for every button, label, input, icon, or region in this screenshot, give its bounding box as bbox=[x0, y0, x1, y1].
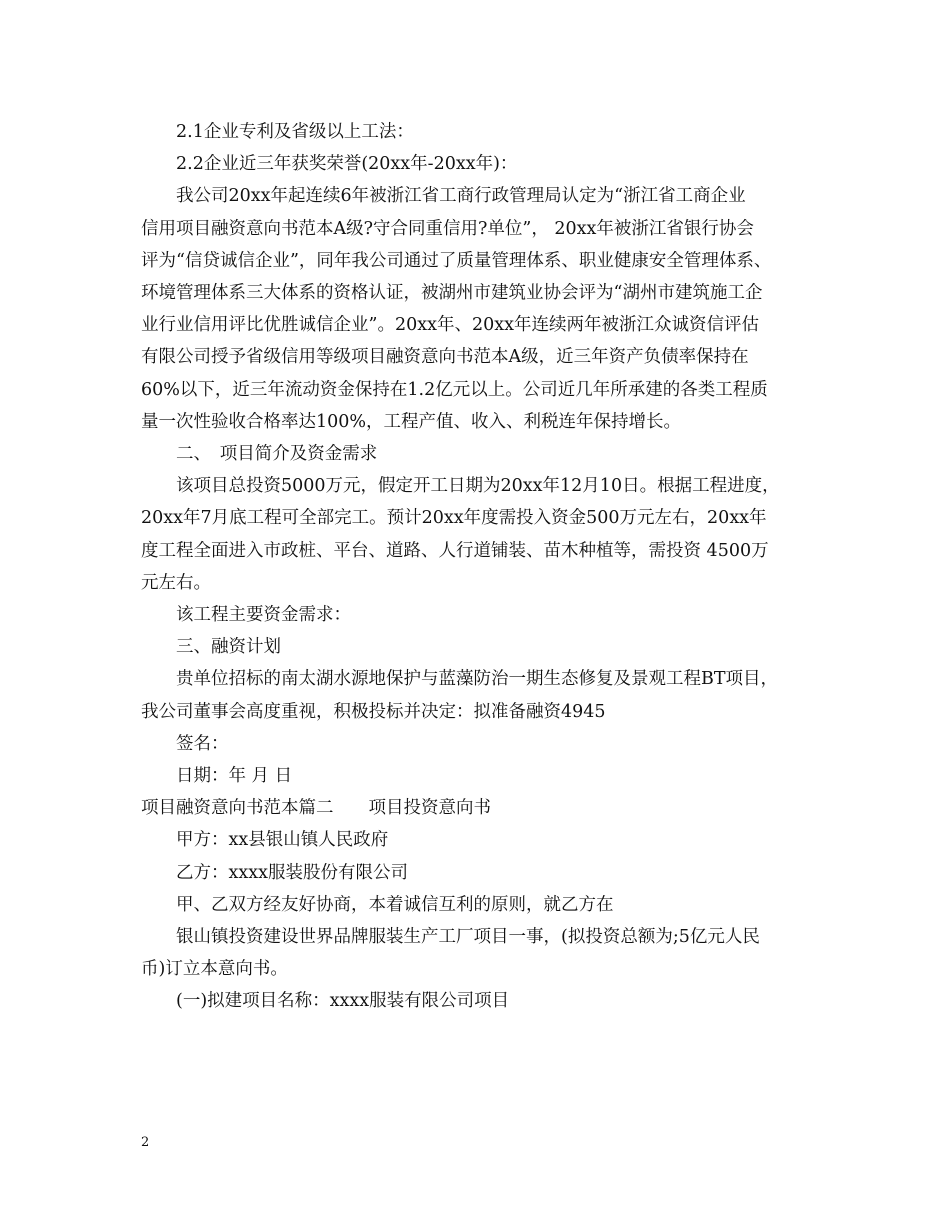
text-line: 60%以下，近三年流动资金保持在1.2亿元以上。公司近几年所承建的各类工程质 bbox=[141, 379, 768, 400]
section-heading: 三、融资计划 bbox=[176, 637, 281, 658]
text-line: 元左右。 bbox=[141, 572, 211, 593]
party-b: 乙方：xxxx服装股份有限公司 bbox=[176, 862, 408, 883]
text-line: 度工程全面进入市政桩、平台、道路、人行道铺装、苗木种植等，需投资 4500万 bbox=[141, 540, 769, 561]
text-line: 有限公司授予省级信用等级项目融资意向书范本A级，近三年资产负债率保持在 bbox=[141, 347, 749, 368]
text-line: 20xx年7月底工程可全部完工。预计20xx年度需投入资金500万元左右，20xx年 bbox=[141, 508, 767, 529]
list-item: (一)拟建项目名称：xxxx服装有限公司项目 bbox=[176, 991, 510, 1012]
text-line: 信用项目融资意向书范本A级?守合同重信用?单位”， 20xx年被浙江省银行协会 bbox=[141, 218, 754, 239]
section-heading: 二、 项目简介及资金需求 bbox=[176, 444, 378, 465]
text-line: 币)订立本意向书。 bbox=[141, 959, 288, 980]
body-paragraph bbox=[141, 921, 831, 985]
text-line: 评为“信贷诚信企业”，同年我公司通过了质量管理体系、职业健康安全管理体系、 bbox=[141, 250, 772, 271]
section-heading: 2.1企业专利及省级以上工法： bbox=[176, 122, 414, 142]
body-paragraph bbox=[141, 663, 831, 727]
page-number: 2 bbox=[141, 1135, 150, 1150]
signature-label: 签名： bbox=[176, 733, 229, 754]
text-line: 我公司董事会高度重视，积极投标并决定：拟准备融资4945 bbox=[141, 701, 606, 722]
document-title: 项目融资意向书范本篇二 项目投资意向书 bbox=[141, 798, 491, 819]
body-line: 该工程主要资金需求： bbox=[176, 605, 351, 626]
date-label: 日期：年 月 日 bbox=[176, 766, 293, 787]
body-line: 甲、乙双方经友好协商，本着诚信互利的原则，就乙方在 bbox=[176, 894, 614, 915]
text-line: 银山镇投资建设世界品牌服装生产工厂项目一事，(拟投资总额为;5亿元人民 bbox=[176, 927, 760, 948]
page-body bbox=[141, 116, 831, 1018]
text-line: 该项目总投资5000万元，假定开工日期为20xx年12月10日。根据工程进度， bbox=[176, 476, 780, 497]
text-line: 我公司20xx年起连续6年被浙江省工商行政管理局认定为“浙江省工商企业 bbox=[176, 186, 746, 207]
body-paragraph bbox=[141, 180, 831, 438]
text-line: 环境管理体系三大体系的资格认证，被湖州市建筑业协会评为“湖州市建筑施工企 bbox=[141, 283, 763, 304]
text-line: 贵单位招标的南太湖水源地保护与蓝藻防治一期生态修复及景观工程BT项目， bbox=[176, 669, 779, 690]
text-line: 量一次性验收合格率达100%，工程产值、收入、利税连年保持增长。 bbox=[141, 411, 682, 432]
body-paragraph bbox=[141, 470, 831, 599]
party-a: 甲方：xx县银山镇人民政府 bbox=[176, 830, 389, 851]
section-heading: 2.2企业近三年获奖荣誉(20xx年-20xx年)： bbox=[176, 154, 518, 175]
text-line: 业行业信用评比优胜诚信企业”。20xx年、20xx年连续两年被浙江众诚资信评估 bbox=[141, 315, 759, 336]
